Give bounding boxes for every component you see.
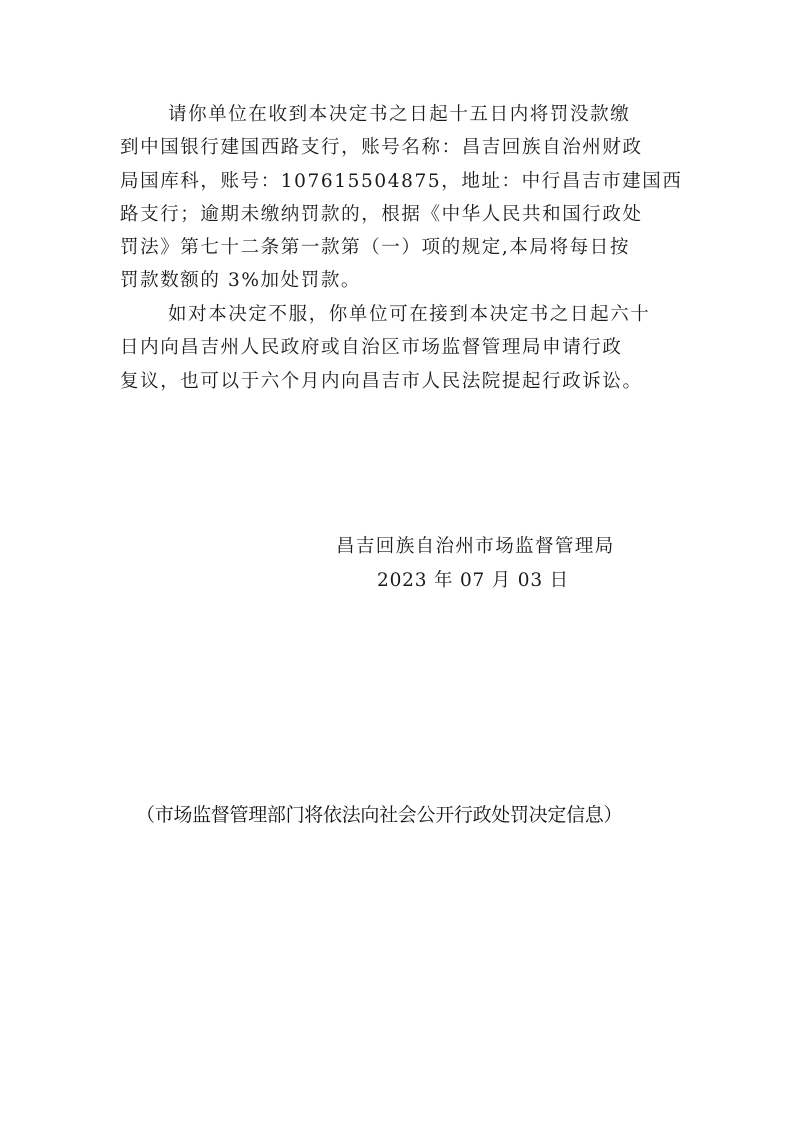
signature-date: 2023 年 07 月 03 日 bbox=[377, 570, 569, 591]
paragraph-line: 罚款数额的 3%加处罚款。 bbox=[120, 270, 362, 292]
payment-instruction-paragraph bbox=[120, 98, 683, 298]
paragraph-line: 罚法》第七十二条第一款第（一）项的规定,本局将每日按 bbox=[120, 237, 630, 259]
paragraph-line: 局国库科，账号：107615504875，地址：中行昌吉市建国西 bbox=[120, 170, 683, 192]
appeal-rights-paragraph bbox=[120, 298, 680, 398]
paragraph-line: 到中国银行建国西路支行，账号名称：昌吉回族自治州财政 bbox=[120, 137, 643, 159]
disclosure-notice: （市场监督管理部门将依法向社会公开行政处罚决定信息） bbox=[136, 804, 623, 826]
paragraph-line: 日内向昌吉州人民政府或自治区市场监督管理局申请行政 bbox=[120, 337, 623, 359]
paragraph-line: 复议，也可以于六个月内向昌吉市人民法院提起行政诉讼。 bbox=[120, 370, 643, 392]
paragraph-line: 如对本决定不服，你单位可在接到本决定书之日起六十 bbox=[168, 304, 651, 325]
signature-organization: 昌吉回族自治州市场监督管理局 bbox=[336, 536, 615, 557]
paragraph-line: 路支行；逾期未缴纳罚款的，根据《中华人民共和国行政处 bbox=[120, 203, 643, 225]
paragraph-line: 请你单位在收到本决定书之日起十五日内将罚没款缴 bbox=[168, 104, 631, 125]
